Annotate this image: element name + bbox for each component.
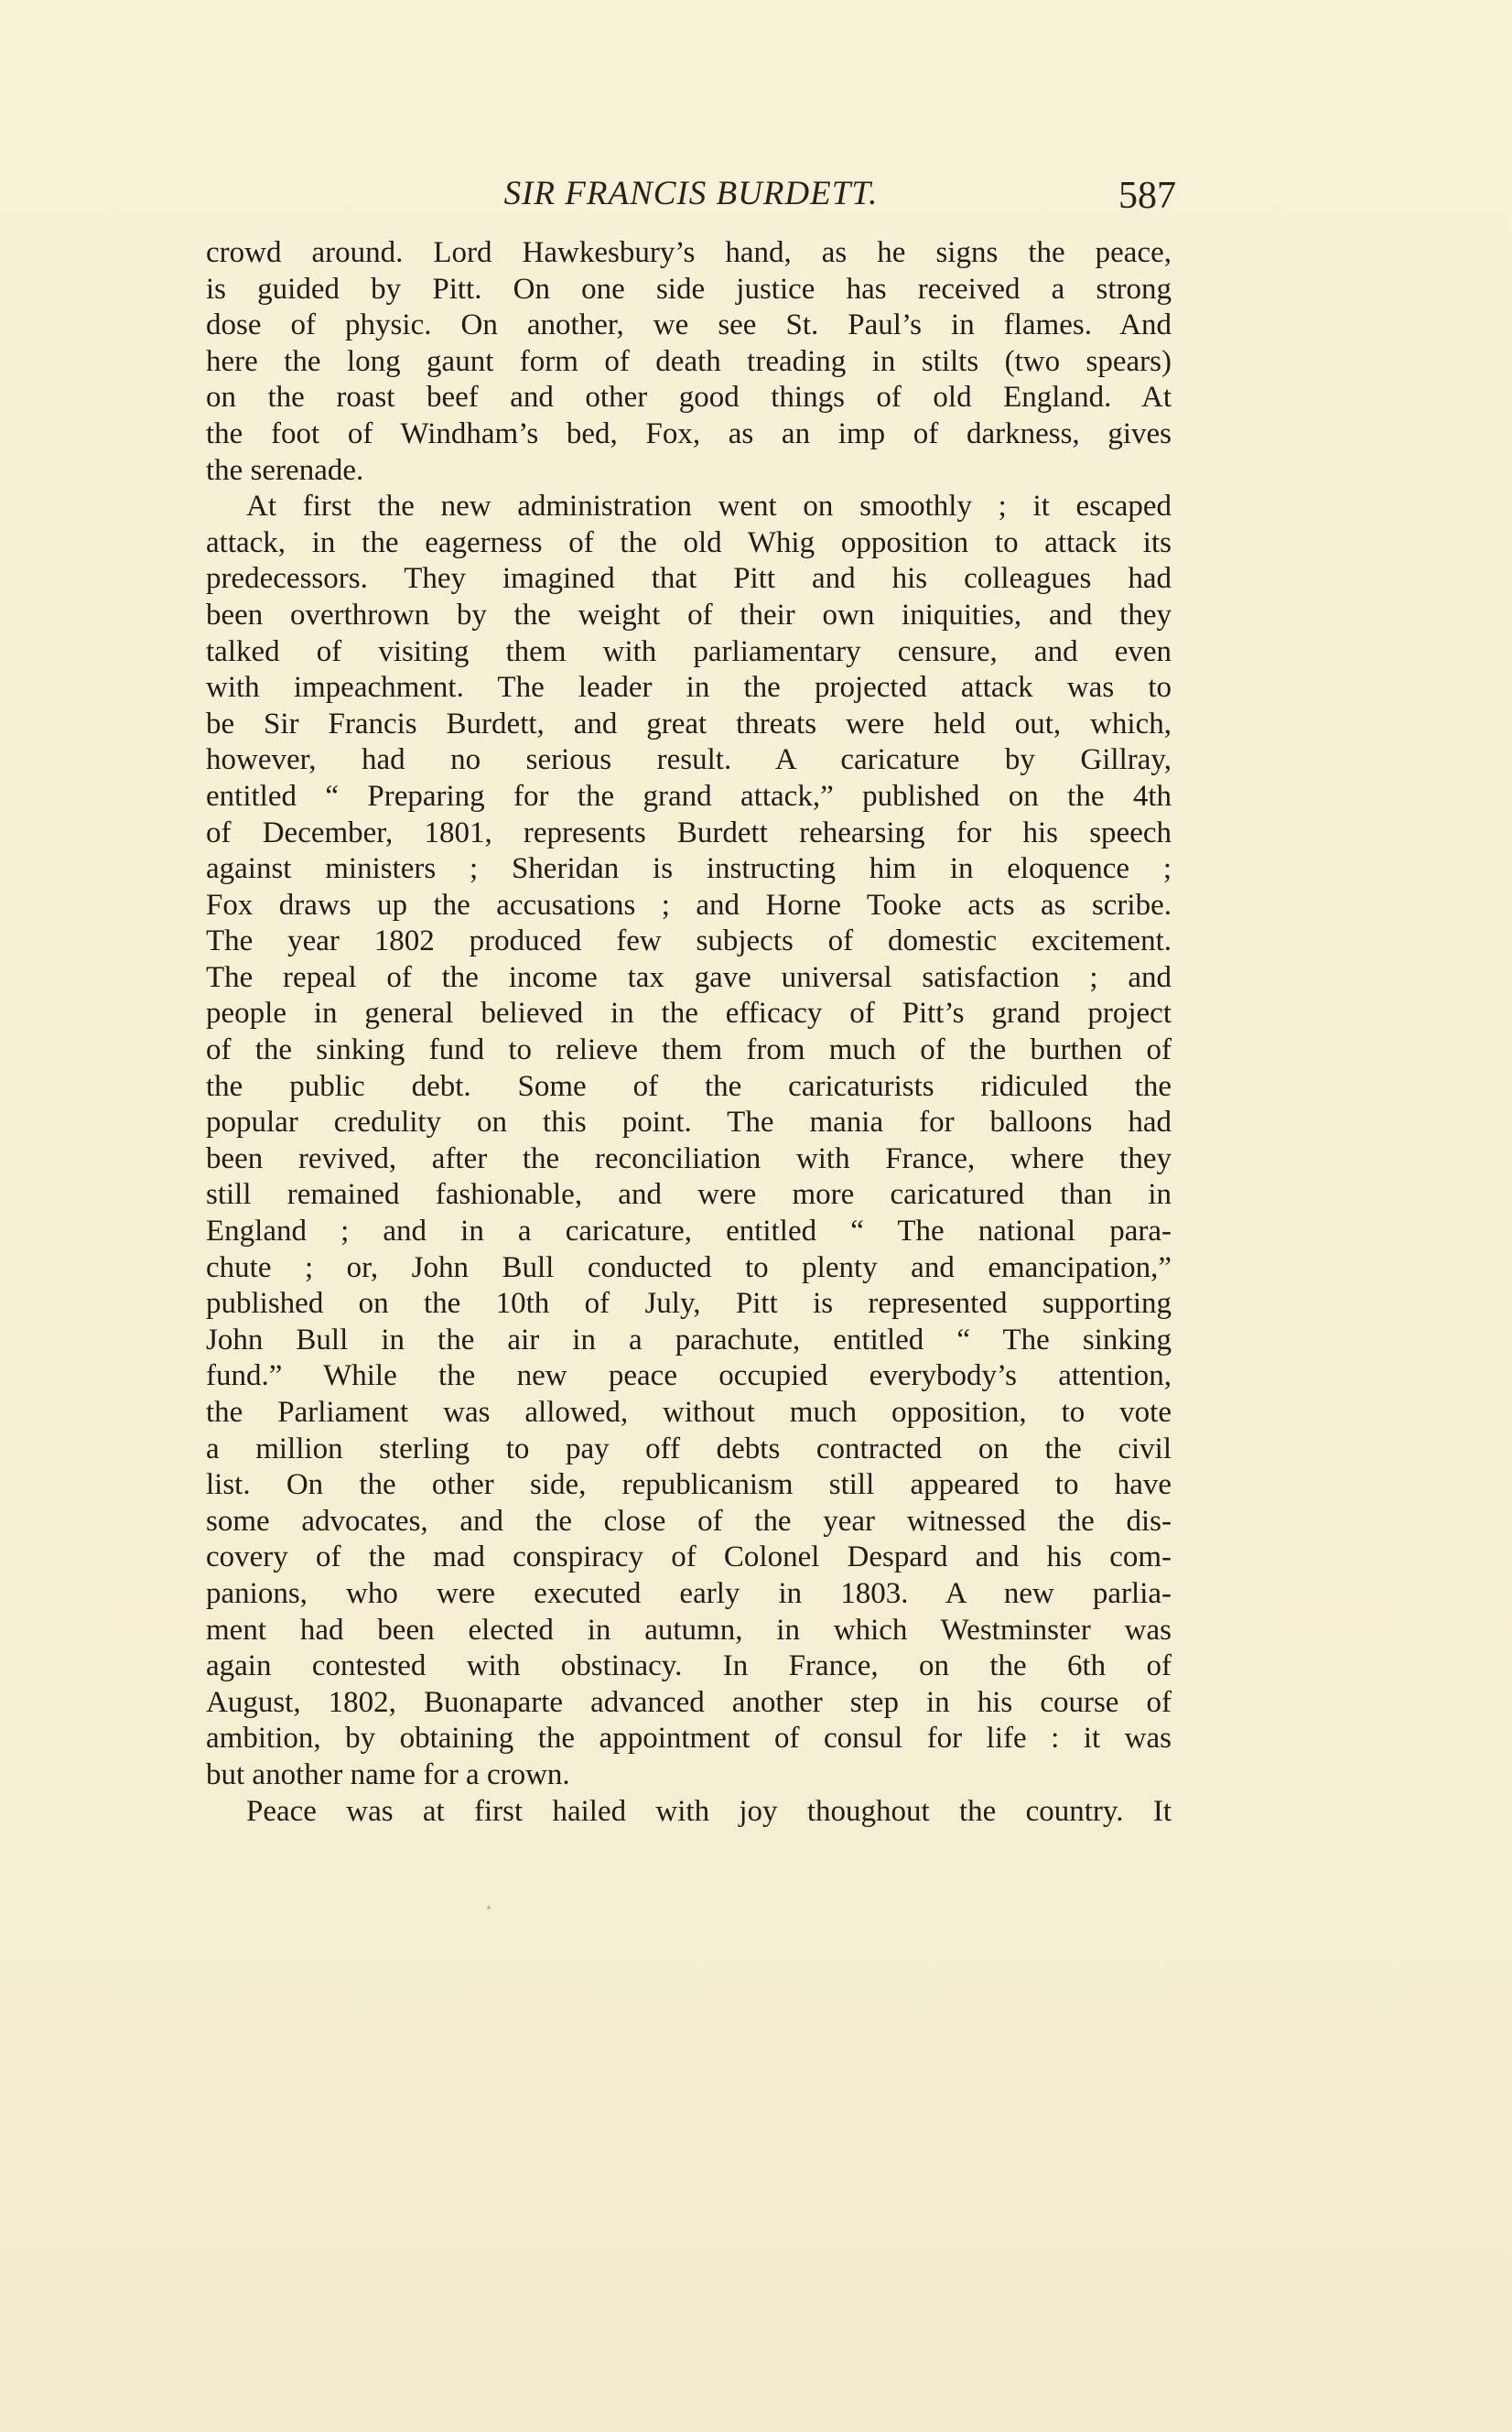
- text-line: talked of visiting them with parliamentary censure, and even: [206, 634, 1172, 668]
- text-line: against ministers ; Sheridan is instructing him in eloquence ;: [206, 852, 1172, 886]
- text-line: still remained fashionable, and were more caricatured than in: [206, 1178, 1172, 1212]
- text-line: Peace was at first hailed with joy thoughout the country. It: [246, 1794, 1172, 1828]
- text-line: list. On the other side, republicanism still appeared to have: [206, 1468, 1172, 1502]
- text-line: the foot of Windham’s bed, Fox, as an imp of darkness, gives: [206, 416, 1172, 450]
- text-line: people in general believed in the efficacy of Pitt’s grand project: [206, 997, 1172, 1031]
- text-line: At first the new administration went on smoothly ; it escaped: [246, 490, 1172, 524]
- text-line: a million sterling to pay off debts contracted on the civil: [206, 1432, 1172, 1465]
- text-line: predecessors. They imagined that Pitt and his colleagues had: [206, 562, 1172, 596]
- text-line: on the roast beef and other good things of old England. At: [206, 381, 1172, 415]
- paper-speck: [487, 1906, 491, 1909]
- text-line: dose of physic. On another, we see St. Paul’s in flames. And: [206, 308, 1172, 342]
- text-line: The repeal of the income tax gave universal satisfaction ; and: [206, 960, 1172, 994]
- text-line: The year 1802 produced few subjects of domestic excitement.: [206, 924, 1172, 958]
- text-line: here the long gaunt form of death treading in stilts (two spears): [206, 344, 1172, 378]
- text-line: popular credulity on this point. The mania for balloons had: [206, 1106, 1172, 1140]
- text-line: be Sir Francis Burdett, and great threats were held out, which,: [206, 707, 1172, 740]
- text-line: but another name for a crown.: [206, 1757, 570, 1791]
- text-line: entitled “ Preparing for the grand attack,” published on the 4th: [206, 779, 1172, 813]
- text-line: panions, who were executed early in 1803. A new parlia-: [206, 1576, 1172, 1610]
- text-line: England ; and in a caricature, entitled “ The national para-: [206, 1215, 1172, 1248]
- running-head: [206, 174, 1176, 229]
- text-line: ment had been elected in autumn, in which Westminster was: [206, 1613, 1172, 1647]
- body-text: [206, 235, 1172, 1830]
- text-line: some advocates, and the close of the year witnessed the dis-: [206, 1504, 1172, 1538]
- text-line: of December, 1801, represents Burdett rehearsing for his speech: [206, 816, 1172, 849]
- text-line: published on the 10th of July, Pitt is represented supporting: [206, 1287, 1172, 1321]
- text-line: John Bull in the air in a parachute, entitled “ The sinking: [206, 1323, 1172, 1357]
- text-line: ambition, by obtaining the appointment of consul for life : it was: [206, 1722, 1172, 1756]
- text-line: the Parliament was allowed, without much opposition, to vote: [206, 1396, 1172, 1429]
- text-line: however, had no serious result. A caricature by Gillray,: [206, 743, 1172, 777]
- page-number: 587: [1118, 175, 1176, 217]
- text-line: is guided by Pitt. On one side justice has received a strong: [206, 272, 1172, 306]
- text-line: the public debt. Some of the caricaturists ridiculed the: [206, 1069, 1172, 1103]
- text-line: again contested with obstinacy. In France, on the 6th of: [206, 1649, 1172, 1683]
- text-line: of the sinking fund to relieve them from much of the burthen of: [206, 1033, 1172, 1067]
- text-line: crowd around. Lord Hawkesbury’s hand, as he signs the peace,: [206, 236, 1172, 269]
- text-line: with impeachment. The leader in the projected attack was to: [206, 671, 1172, 705]
- text-line: August, 1802, Buonaparte advanced another step in his course of: [206, 1685, 1172, 1719]
- text-line: attack, in the eagerness of the old Whig opposition to attack its: [206, 525, 1172, 559]
- text-line: been overthrown by the weight of their own iniquities, and they: [206, 598, 1172, 632]
- text-line: chute ; or, John Bull conducted to plenty and emancipation,”: [206, 1250, 1172, 1284]
- text-line: Fox draws up the accusations ; and Horne Tooke acts as scribe.: [206, 888, 1172, 922]
- running-title: SIR FRANCIS BURDETT.: [503, 175, 879, 212]
- text-line: been revived, after the reconciliation with France, where they: [206, 1141, 1172, 1175]
- text-line: covery of the mad conspiracy of Colonel Despard and his com-: [206, 1540, 1172, 1574]
- text-line: fund.” While the new peace occupied everybody’s attention,: [206, 1359, 1172, 1393]
- text-line: the serenade.: [206, 453, 364, 487]
